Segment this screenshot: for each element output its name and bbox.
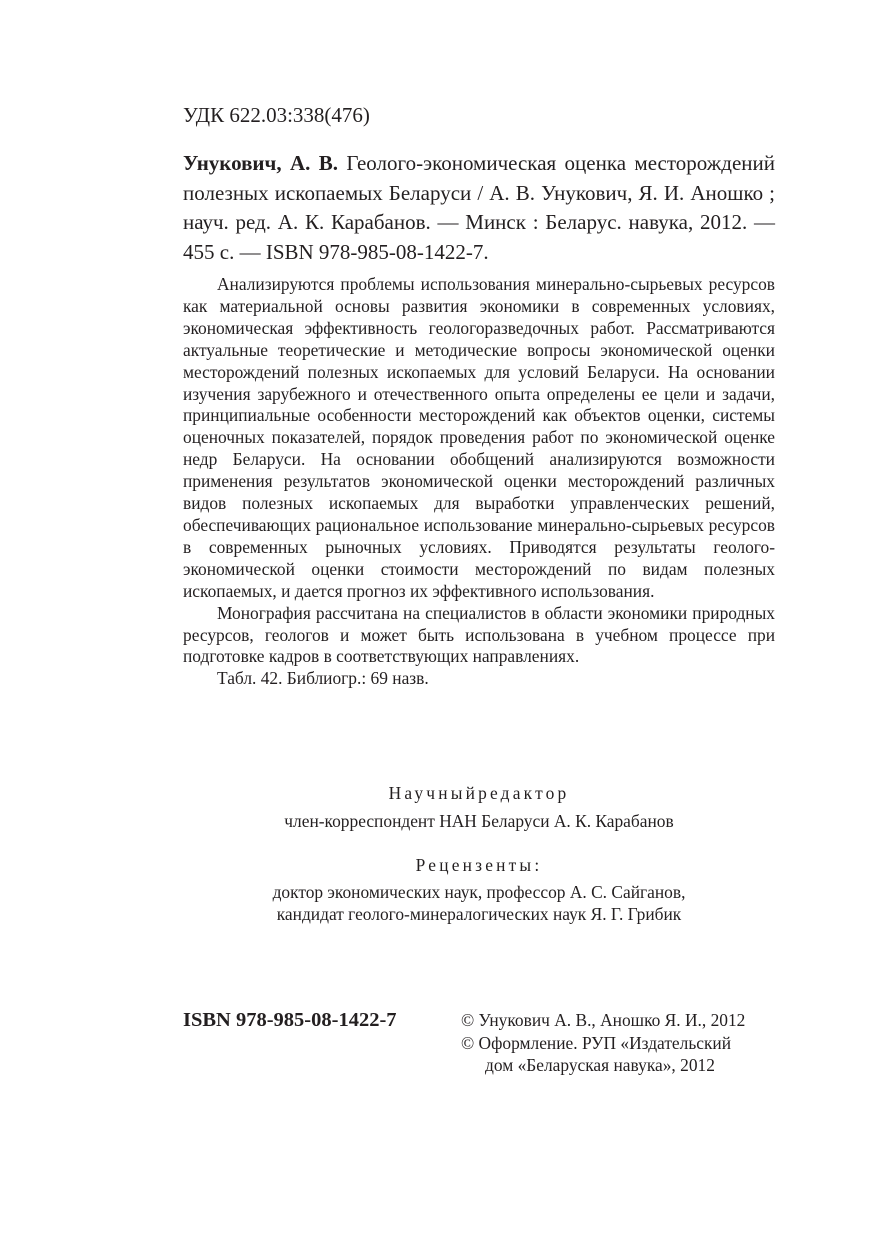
bibliographic-citation xyxy=(183,149,775,268)
abstract xyxy=(183,274,775,690)
reviewer-1: доктор экономических наук, профессор А. С. Сайганов, xyxy=(272,881,686,902)
reviewers-heading: Рецензенты: xyxy=(415,855,543,875)
isbn: ISBN 978-985-08-1422-7 xyxy=(183,1009,397,1031)
tables-bibliography-note: Табл. 42. Библиогр.: 69 назв. xyxy=(217,668,429,689)
citation-text: Геолого-экономическая оценка месторождений полезных ископаемых Беларуси / А. В. Унукович, Я. И. Аношко ; науч. ред. А. К. Карабанов. — Минск : Беларус. навука, 2012. — 455 с. — ISBN 978-985-08-1422-7. xyxy=(183,151,775,265)
reviewer-2: кандидат геолого-минералогических наук Я. Г. Грибик xyxy=(276,903,682,924)
citation-author: Унукович, А. В. xyxy=(183,151,339,175)
editor-name: член-корреспондент НАН Беларуси А. К. Карабанов xyxy=(284,810,674,831)
copyright-design: © Оформление. РУП «Издательский xyxy=(461,1032,732,1053)
editor-heading: Научныйредактор xyxy=(388,783,570,803)
editor-block xyxy=(183,783,775,833)
copyright-authors: © Унукович А. В., Аношко Я. И., 2012 xyxy=(461,1010,746,1030)
copyright-publisher: дом «Беларуская навука», 2012 xyxy=(485,1055,715,1075)
udk-code: УДК 622.03:338(476) xyxy=(183,103,370,127)
copyright-block xyxy=(461,1009,791,1077)
abstract-paragraph: Анализируются проблемы использования минерально-сырьевых ресурсов как материальной основы развития экономики в современных условиях, экономическая эффективность геологоразведочных работ. Рассматриваются актуальные теоретические и методические вопросы экономической оценки месторождений полезных ископаемых для условий Беларуси. На основании изучения зарубежного и отечественного опыта определены ее цели и задачи, принципиальные особенности месторождений как объектов оценки, системы оценочных показателей, порядок проведения работ по экономической оценке недр Беларуси. На основании обобщений анализируются возможности применения результатов экономической оценки месторождений различных видов полезных ископаемых для выработки управленческих решений, обеспечивающих рациональное использование минерально-сырьевых ресурсов в современных рыночных условиях. Приводятся результаты геолого-экономической оценки стоимости месторождений по видам полезных ископаемых, и дается прогноз их эффективного использования. xyxy=(183,274,775,601)
abstract-paragraph: Монография рассчитана на специалистов в области экономики природных ресурсов, геологов и может быть использована в учебном процессе при подготовке кадров в соответствующих направлениях. xyxy=(183,602,775,667)
reviewers-block xyxy=(183,855,775,926)
